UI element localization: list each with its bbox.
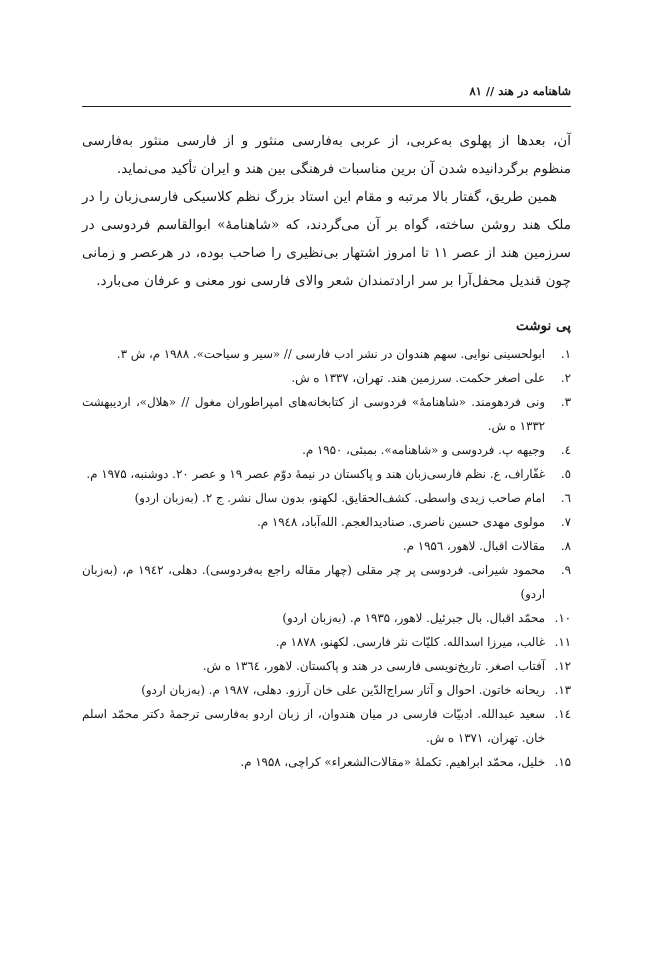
reference-text: مقالات اقبال. لاهور، ۱۹۵٦ م. [402,539,545,553]
reference-text: ونی فردهومند. «شاهنامهٔ» فردوسی از کتابخانه‌های امپراطوران مغول // «هلال»، اردیبهشت ۱۳۳۲ ه ش. [82,395,545,433]
reference-number: ۳. [560,395,571,409]
body-paragraph: آن، بعدها از پهلوی به‌عربی، از عربی به‌فارسی منثور و از فارسی منثور به‌فارسی منظوم برگردانیده شدن آن برین مناسبات فرهنگی بین هند و ایران تأکید می‌نماید. [82,133,571,177]
reference-number: ۱۳. [554,683,571,697]
reference-item [82,558,571,606]
reference-item [82,342,571,366]
reference-item [82,438,571,462]
reference-item [82,678,571,702]
reference-item [82,702,571,750]
body-text [82,127,571,295]
reference-number: ۲. [560,371,571,385]
reference-item [82,534,571,558]
running-header: شاهنامه در هند // ۸۱ [82,84,571,107]
reference-item [82,486,571,510]
reference-text: غالب، میرزا اسدالله. کلیّات نثر فارسی. لکهنو، ۱۸۷۸ م. [275,635,545,649]
reference-number: ۷. [560,515,571,529]
reference-number: ۱۵. [554,755,571,769]
reference-number: ۱٤. [554,707,571,721]
reference-text: ریحانه خاتون. احوال و آثار سراج‌الدّین علی خان آرزو. دهلی، ۱۹۸۷ م. (به‌زبان اردو) [141,683,545,697]
reference-item [82,462,571,486]
reference-text: محمود شیرانی. فردوسی پر چر مقلی (چهار مقاله راجع به‌فردوسی). دهلی، ۱۹٤۲ م، (به‌زبان اردو) [82,563,546,601]
reference-number: ۱۰. [554,611,571,625]
reference-number: ٥. [560,467,571,481]
body-paragraph: همین طریق، گفتار بالا مرتبه و مقام این استاد بزرگ نظم کلاسیکی فارسی‌زبان را در ملک هند روشن ساخته، گواه بر آن می‌گردند، که «شاهنامهٔ» ابوالقاسم فردوسی در سرزمین هند از عصر ۱۱ تا امروز اشتهار بی‌نظیری را صاحب بوده، در هرعصر و زمانی چون قندیل محفل‌آرا بر سر ارادتمندان شعر والای فارسی نور معنی و عرفان می‌بارد. [82,189,571,289]
reference-text: علی اصغر حکمت. سرزمین هند. تهران، ۱۳۳۷ ه ش. [291,371,545,385]
reference-item [82,750,571,774]
reference-item [82,606,571,630]
reference-text: محمّد اقبال. بال جبرئیل. لاهور، ۱۹۳۵ م. (به‌زبان اردو) [282,611,545,625]
reference-item [82,630,571,654]
references-list [82,342,571,774]
reference-number: ۱۲. [554,659,571,673]
reference-text: ابولحسینی نوایی. سهم هندوان در نشر ادب فارسی // «سیر و سیاحت». ۱۹۸۸ م، ش ۳. [116,347,545,361]
reference-number: ۹. [560,563,571,577]
reference-text: آفتاب اصغر. تاریخ‌نویسی فارسی در هند و پاکستان. لاهور، ۱۳٦٤ ه ش. [202,659,545,673]
reference-item [82,366,571,390]
reference-item [82,510,571,534]
reference-text: سعید عبدالله. ادبیّات فارسی در میان هندوان، از زبان اردو به‌فارسی ترجمهٔ دکتر محمّد اسلم خان. تهران، ۱۳۷۱ ه ش. [82,707,545,745]
reference-text: غفّاراف، ع. نظم فارسی‌زبان هند و پاکستان در نیمهٔ دوّم عصر ۱۹ و عصر ۲۰. دوشنبه، ۱۹۷۵ م. [86,467,545,481]
reference-number: ٤. [560,443,571,457]
reference-text: خلیل، محمّد ابراهیم. تکملهٔ «مقالات‌الشعراء» کراچی، ۱۹۵۸ م. [240,755,545,769]
reference-item [82,390,571,438]
reference-number: ۱۱. [554,635,571,649]
reference-number: ۸. [560,539,571,553]
reference-text: امام صاحب زیدی واسطی. کشف‌الحقایق. لکهنو، بدون سال نشر. ج ۲. (به‌زبان اردو) [134,491,545,505]
reference-item [82,654,571,678]
reference-text: وجیهه پ. فردوسی و «شاهنامه». بمبئی، ۱۹۵۰ م. [302,443,545,457]
reference-text: مولوی مهدی حسین ناصری. صنادیدالعجم. الله‌آباد، ۱۹٤۸ م. [257,515,545,529]
references-heading: پی نوشت [515,318,571,334]
reference-number: ۱. [560,347,571,361]
reference-number: ٦. [560,491,571,505]
